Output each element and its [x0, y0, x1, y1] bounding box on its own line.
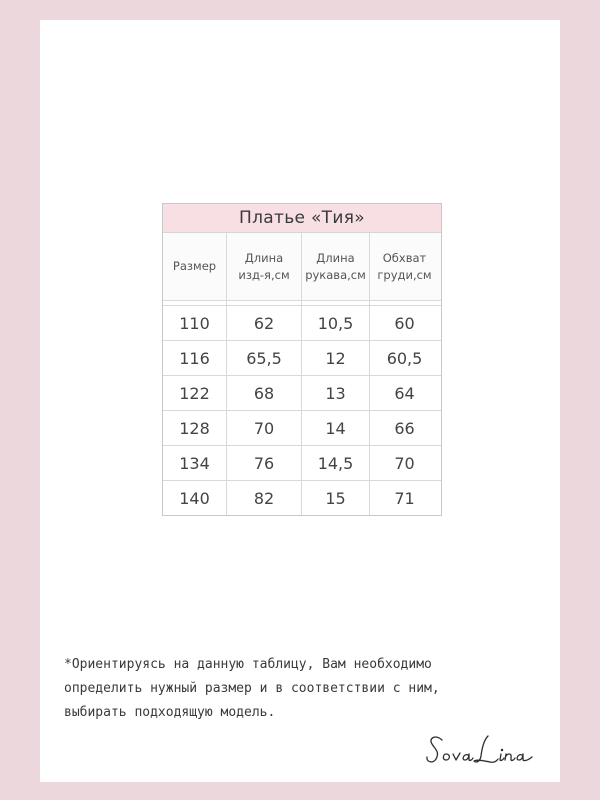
table-row [163, 411, 441, 446]
cell-item-length: 62 [227, 306, 302, 340]
sovalina-logo [424, 732, 554, 768]
spacer-cell [370, 301, 439, 305]
page-sheet [40, 20, 560, 782]
cell-chest: 64 [394, 383, 415, 403]
cell-chest: 71 [394, 488, 415, 508]
cell-item-length: 82 [227, 481, 302, 515]
cell-chest: 60,5 [386, 348, 423, 368]
spacer-cell [302, 301, 370, 305]
cell-item-length: 70 [227, 411, 302, 445]
size-advice-note: *Ориентируясь на данную таблицу, Вам необходимо определить нужный размер и в соответствии с ним, выбирать подходящую модель. [64, 657, 440, 720]
cell-item-length: 65,5 [227, 341, 302, 375]
header-chest: Обхват груди,см [377, 250, 432, 282]
cell-size: 128 [163, 411, 227, 445]
cell-size: 110 [163, 306, 227, 340]
table-row [163, 446, 441, 481]
size-table [162, 203, 442, 516]
table-row [163, 376, 441, 411]
cell-chest: 66 [394, 418, 415, 438]
table-title: Платье «Тия» [163, 204, 441, 233]
cell-size: 140 [163, 481, 227, 515]
cell-sleeve-length: 12 [302, 341, 370, 375]
header-sleeve-length: Длина рукава,см [302, 233, 370, 300]
table-header-row [163, 233, 441, 301]
header-item-length: Длина изд-я,см [227, 233, 302, 300]
cell-item-length: 68 [227, 376, 302, 410]
cell-sleeve-length: 13 [302, 376, 370, 410]
cell-sleeve-length: 15 [302, 481, 370, 515]
spacer-cell [163, 301, 227, 305]
cell-sleeve-length: 10,5 [302, 306, 370, 340]
table-row [163, 341, 441, 376]
cell-item-length: 76 [227, 446, 302, 480]
cell-sleeve-length: 14,5 [302, 446, 370, 480]
spacer-cell [227, 301, 302, 305]
header-size: Размер [163, 233, 227, 300]
cell-sleeve-length: 14 [302, 411, 370, 445]
table-row [163, 306, 441, 341]
cell-chest: 60 [394, 313, 415, 333]
cell-size: 122 [163, 376, 227, 410]
cell-size: 116 [163, 341, 227, 375]
cell-chest: 70 [394, 453, 415, 473]
cell-size: 134 [163, 446, 227, 480]
table-row [163, 481, 441, 515]
